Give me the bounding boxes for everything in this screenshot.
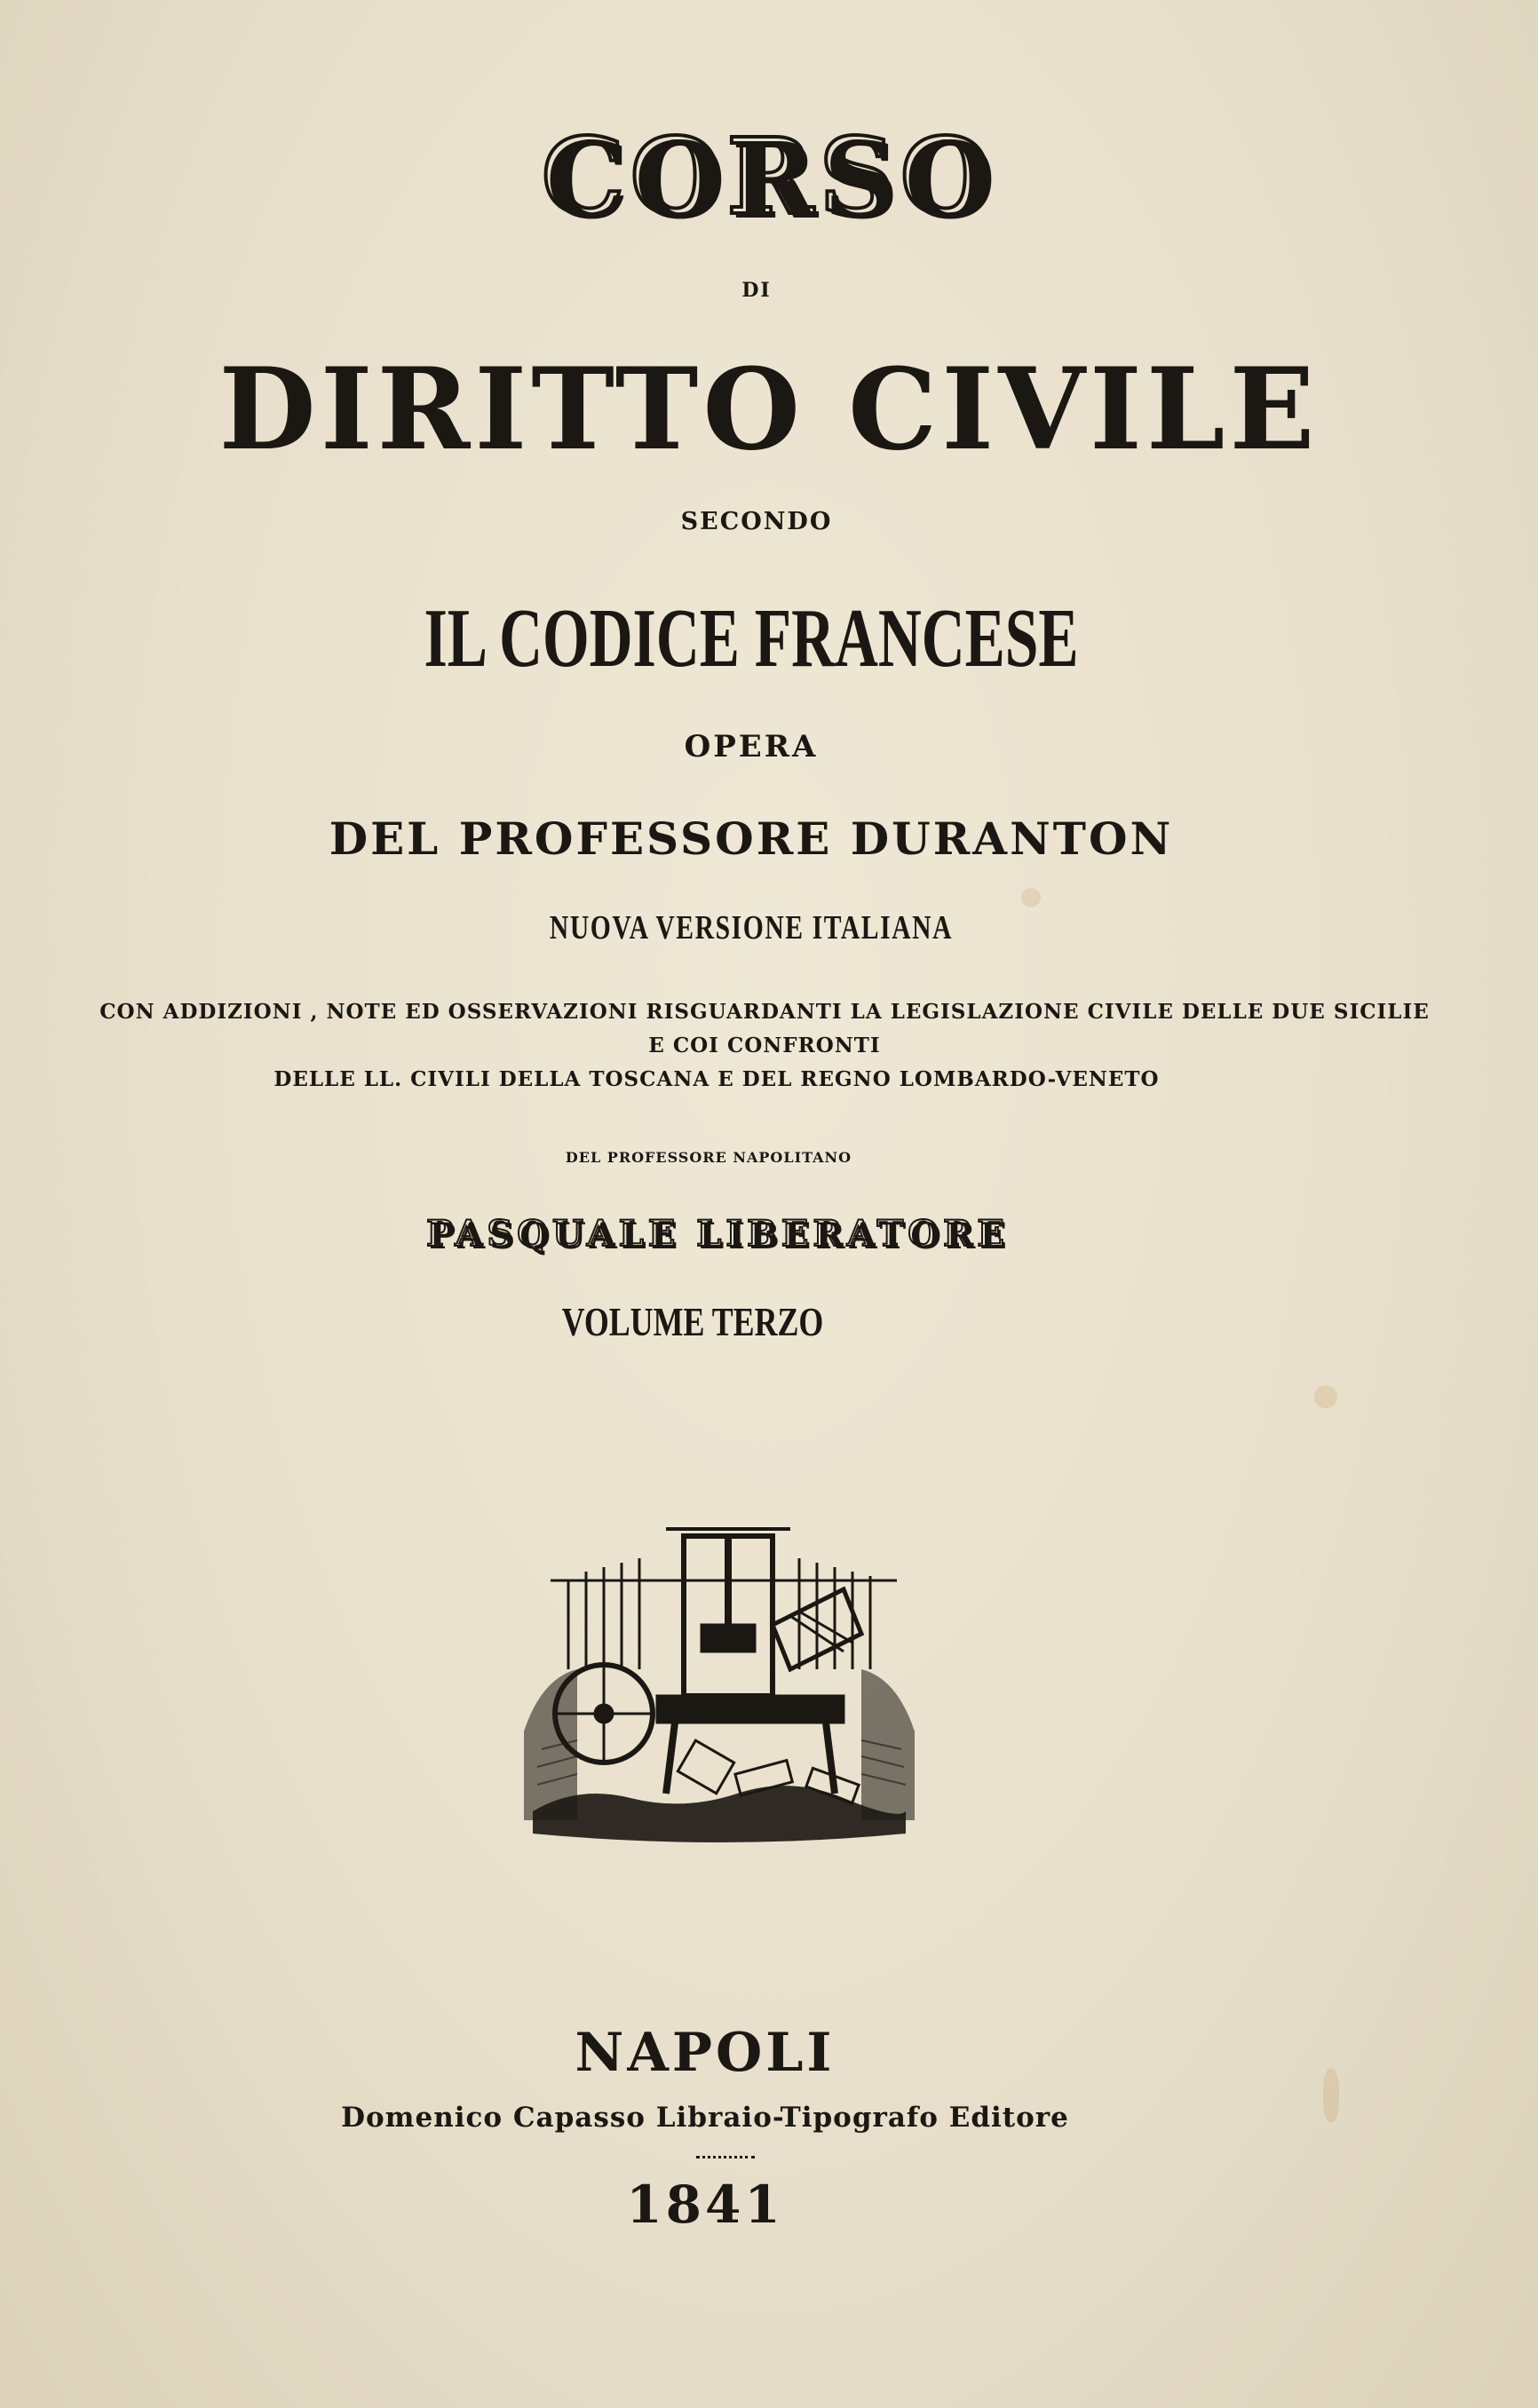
main-title: DIRITTO CIVILE bbox=[218, 344, 1320, 475]
subtitle-secondo: SECONDO bbox=[680, 508, 833, 535]
printing-press-vignette bbox=[524, 1527, 915, 1847]
year-line: 1841 bbox=[626, 2174, 784, 2235]
city-line: NAPOLI bbox=[575, 2022, 836, 2084]
editor-intro: DEL PROFESSORE NAPOLITANO bbox=[565, 1149, 852, 1166]
title-di: DI bbox=[741, 279, 772, 302]
subtitle-code: IL CODICE FRANCESE bbox=[424, 592, 1079, 685]
additions-line-2: E COI CONFRONTI bbox=[648, 1034, 881, 1057]
subtitle-opera: OPERA bbox=[684, 729, 819, 764]
editor-name: PASQUALE LIBERATORE bbox=[426, 1213, 1009, 1255]
title-corso: CORSO bbox=[541, 115, 997, 238]
volume-line: VOLUME TERZO bbox=[561, 1299, 824, 1344]
additions-line-1: CON ADDIZIONI , NOTE ED OSSERVAZIONI RISGUARDANTI LA LEGISLAZIONE CIVILE DELLE DUE SICILIE bbox=[99, 1000, 1430, 1024]
foxing-spot bbox=[1021, 888, 1041, 907]
version-line: NUOVA VERSIONE ITALIANA bbox=[549, 909, 954, 947]
publisher-line: Domenico Capasso Libraio-Tipografo Editore bbox=[341, 2102, 1069, 2134]
foxing-spot bbox=[1314, 1385, 1337, 1408]
additions-line-3: DELLE LL. CIVILI DELLA TOSCANA E DEL REGNO LOMBARDO-VENETO bbox=[274, 1067, 1160, 1091]
ornamental-rule bbox=[696, 2156, 755, 2164]
author-line: DEL PROFESSORE DURANTON bbox=[329, 812, 1174, 865]
